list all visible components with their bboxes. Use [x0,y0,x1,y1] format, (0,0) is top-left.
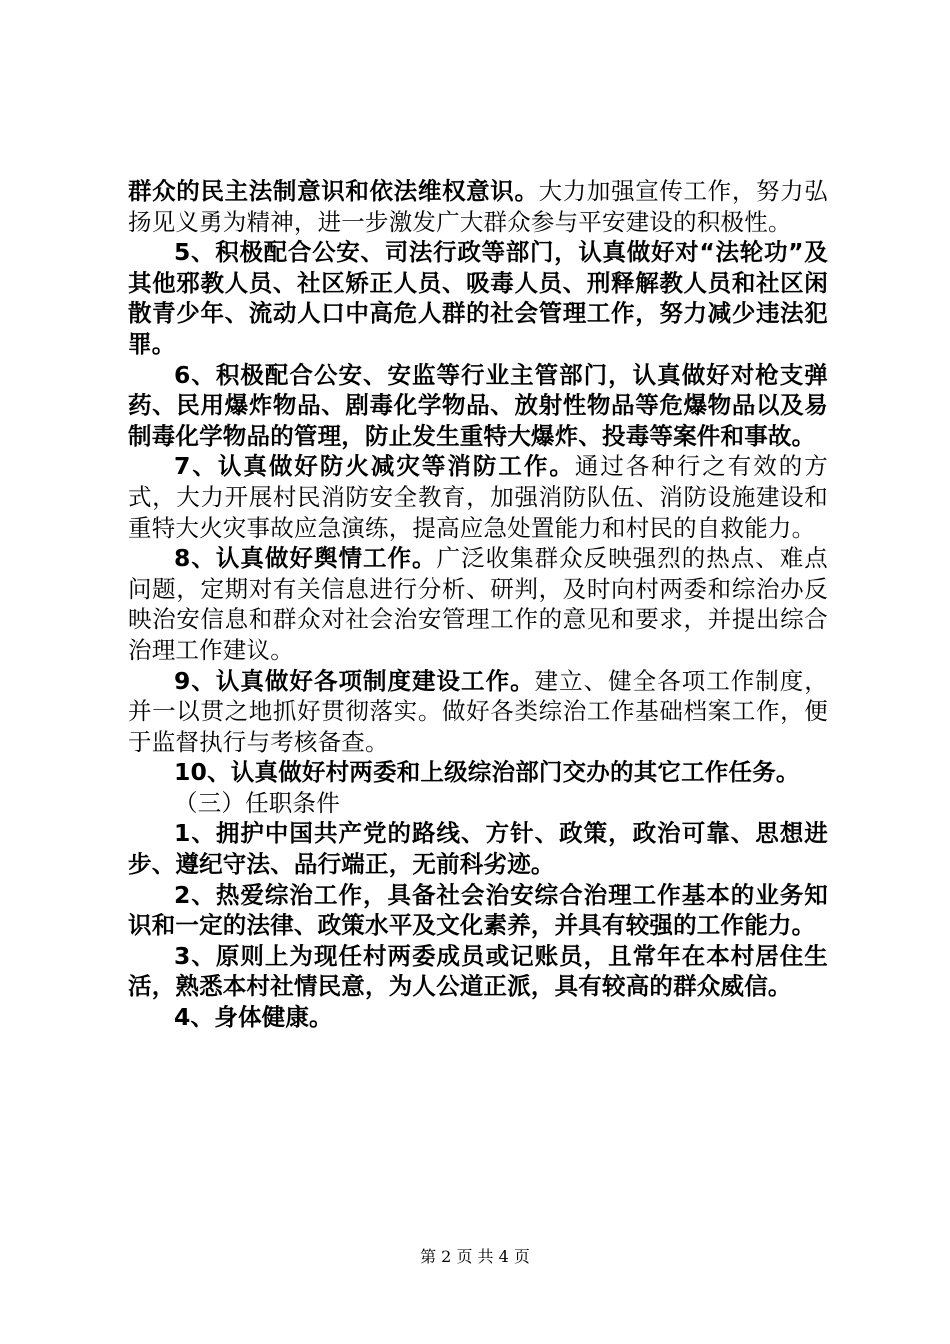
paragraph-lead: 10、认真做好村两委和上级综治部门交办的其它工作任务。 [174,758,800,787]
paragraph-12 [128,1002,828,1033]
paragraph-4 [128,451,828,543]
page-footer [0,1244,950,1267]
paragraph-text: 通过各种行之有效的方式，大力开展村民消防安全教育，加强消防队伍、消防设施建设和重特大火灾事故应急演练，提高应急处置能力和村民的自救能力。 [128,452,828,542]
paragraph-text: 大力加强宣传工作，努力弘扬见义勇为精神，进一步激发广大群众参与平安建设的积极性。 [128,177,828,236]
paragraph-lead: 3、原则上为现任村两委成员或记账员，且常年在本村居住生活，熟悉本村社情民意，为人公道正派，具有较高的群众威信。 [128,941,828,1001]
paragraph-text: 建立、健全各项工作制度，并一以贯之地抓好贯彻落实。做好各类综治工作基础档案工作，便于监督执行与考核备查。 [128,666,828,756]
paragraph-9 [128,818,828,879]
paragraph-11 [128,941,828,1002]
paragraph-lead: 5、积极配合公安、司法行政等部门，认真做好对“法轮功”及其他邪教人员、社区矫正人员、吸毒人员、刑释解教人员和社区闲散青少年、流动人口中高危人群的社会管理工作，努力减少违法犯罪。 [128,238,828,358]
paragraph-lead: 8、认真做好舆情工作。 [174,544,437,573]
paragraph-lead: 9、认真做好各项制度建设工作。 [174,666,535,695]
paragraph-7 [128,757,828,788]
paragraph-2 [128,237,828,359]
paragraph-text: 广泛收集群众反映强烈的热点、难点问题，定期对有关信息进行分析、研判，及时向村两委和综治办反映治安信息和群众对社会治安管理工作的意见和要求，并提出综合治理工作建议。 [128,544,828,664]
paragraph-lead: 6、积极配合公安、安监等行业主管部门，认真做好对枪支弹药、民用爆炸物品、剧毒化学物品、放射性物品等危爆物品以及易制毒化学物品的管理，防止发生重特大爆炸、投毒等案件和事故。 [128,360,828,450]
paragraph-3 [128,360,828,452]
paragraph-6 [128,666,828,758]
paragraph-lead: 7、认真做好防火减灾等消防工作。 [174,452,575,481]
section-heading [128,788,828,819]
paragraph-5 [128,543,828,665]
paragraph-10 [128,880,828,941]
document-body [128,176,828,1033]
paragraph-lead: 4、身体健康。 [174,1003,333,1032]
paragraph-lead: 群众的民主法制意识和依法维权意识。 [128,177,539,205]
paragraph-1 [128,176,828,237]
paragraph-lead: 2、热爱综治工作，具备社会治安综合治理工作基本的业务知识和一定的法律、政策水平及文化素养，并具有较强的工作能力。 [128,880,828,940]
paragraph-lead: 1、拥护中国共产党的路线、方针、政策，政治可靠、思想进步、遵纪守法、品行端正，无前科劣迹。 [128,819,828,879]
page-number: 第 2 页 共 4 页 [420,1247,530,1266]
section-heading-text: （三）任职条件 [174,788,340,817]
